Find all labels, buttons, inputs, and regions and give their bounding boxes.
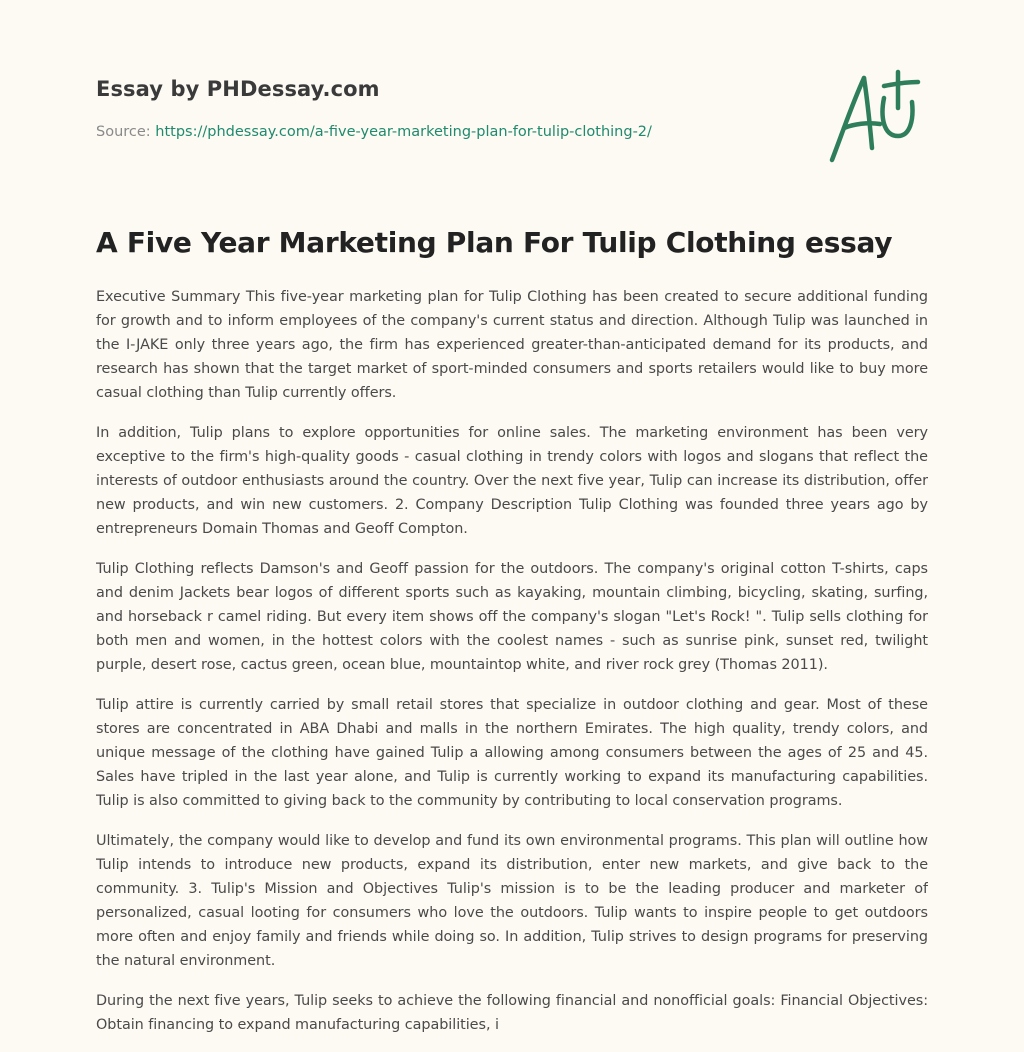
essay-paragraph: Tulip attire is currently carried by small retail stores that specialize in outdoor clothing and gear. Most of these stores are concentrated in ABA Dhabi and malls in the northern Emirates. The high quality, trendy colors, and unique message of the clothing have gained Tulip a allowing among consumers between the ages of 25 and 45. Sales have tripled in the last year alone, and Tulip is currently working to expand its manufacturing capabilities. Tulip is also committed to giving back to the community by contributing to local conservation programs.: [96, 697, 928, 809]
essay-title: A Five Year Marketing Plan For Tulip Clothing essay: [96, 226, 893, 259]
a-plus-logo-icon: [824, 64, 928, 168]
essay-paragraph: Ultimately, the company would like to develop and fund its own environmental programs. This plan will outline how Tulip intends to introduce new products, expand its distribution, enter new markets, and give back to the community. 3. Tulip's Mission and Objectives Tulip's mission is to be the leading producer and marketer of personalized, casual looting for consumers who love the outdoors. Tulip wants to inspire people to get outdoors more often and enjoy family and friends while doing so. In addition, Tulip strives to design programs for preserving the natural environment.: [96, 833, 928, 969]
essay-paragraph: In addition, Tulip plans to explore opportunities for online sales. The marketing environment has been very exceptive to the firm's high-quality goods - casual clothing in trendy colors with logos and slogans that reflect the interests of outdoor enthusiasts around the country. Over the next five year, Tulip can increase its distribution, offer new products, and win new customers. 2. Company Description Tulip Clothing was founded three years ago by entrepreneurs Domain Thomas and Geoff Compton.: [96, 425, 928, 537]
source-line: [96, 124, 652, 140]
brand-title: Essay by PHDessay.com: [96, 77, 380, 101]
essay-paragraph: Executive Summary This five-year marketing plan for Tulip Clothing has been created to secure additional funding for growth and to inform employees of the company's current status and direction. Although Tulip was launched in the I-JAKE only three years ago, the firm has experienced greater-than-anticipated demand for its products, and research has shown that the target market of sport-minded consumers and sports retailers would like to buy more casual clothing than Tulip currently offers.: [96, 289, 928, 401]
essay-page: [96, 0, 928, 1052]
essay-paragraph: Tulip Clothing reflects Damson's and Geoff passion for the outdoors. The company's original cotton T-shirts, caps and denim Jackets bear logos of different sports such as kayaking, mountain climbing, bicycling, skating, surfing, and horseback r camel riding. But every item shows off the company's slogan "Let's Rock! ". Tulip sells clothing for both men and women, in the hottest colors with the coolest names - such as sunrise pink, sunset red, twilight purple, desert rose, cactus green, ocean blue, mountaintop white, and river rock grey (Thomas 2011).: [96, 561, 928, 673]
source-link[interactable]: https://phdessay.com/a-five-year-marketing-plan-for-tulip-clothing-2/: [155, 124, 652, 140]
source-label: Source:: [96, 124, 156, 140]
essay-body: [96, 285, 928, 1052]
essay-paragraph: During the next five years, Tulip seeks to achieve the following financial and nonofficial goals: Financial Objectives: Obtain financing to expand manufacturing capabilities, i: [96, 993, 928, 1033]
